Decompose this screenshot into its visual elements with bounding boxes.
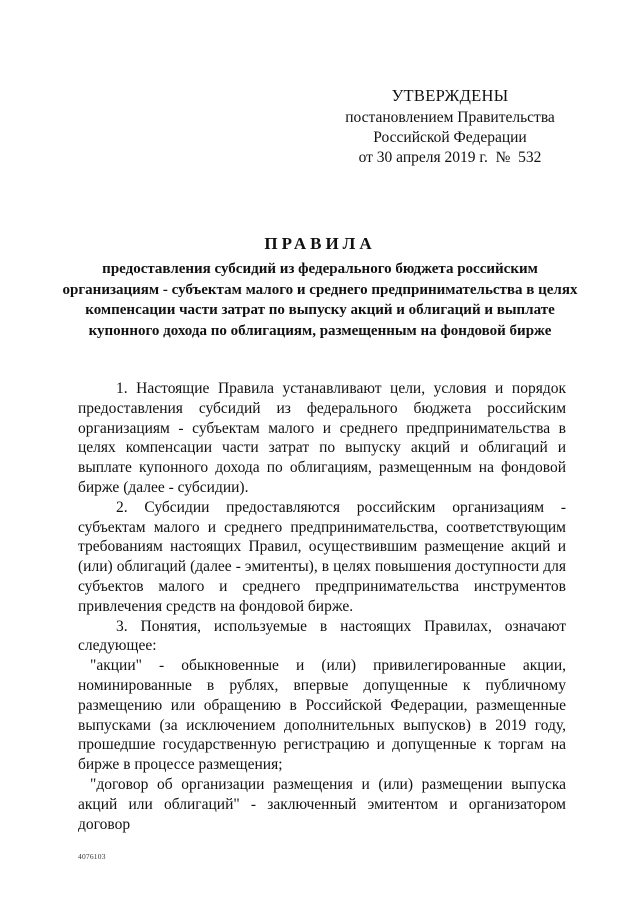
approval-heading: УТВЕРЖДЕНЫ [391, 86, 509, 105]
approval-block [330, 86, 570, 168]
approval-line-3: от 30 апреля 2019 г. № 532 [358, 149, 542, 166]
approval-line-2: Российской Федерации [373, 129, 527, 146]
document-title: ПРАВИЛА [264, 234, 376, 253]
footer-code: 4076103 [78, 852, 106, 861]
definition-placement-agreement: "договор об организации размещения и (или) размещении выпуска акций или облигаций" - заключенный эмитентом и организатором договор [78, 775, 566, 833]
document-body [78, 379, 566, 834]
paragraph-1: 1. Настоящие Правила устанавливают цели, условия и порядок предоставления субсидий из федерального бюджета российским организациям - субъектам малого и среднего предпринимательства в целях компенсации части затрат по выпуску акций и облигаций и выплате купонного дохода по облигациям, размещенным на фондовой бирже (далее - субсидии). [78, 380, 566, 496]
definition-shares: "акции" - обыкновенные и (или) привилегированные акции, номинированные в рублях, впервые допущенные к публичному размещению или обращению в Российской Федерации, размещенные выпусками (за исключением дополнительных выпусков) в 2019 году, прошедшие государственную регистрацию и допущенные к торгам на бирже в процессе размещения; [78, 657, 566, 774]
approval-line-1: постановлением Правительства [345, 109, 555, 126]
paragraph-3: 3. Понятия, используемые в настоящих Правилах, означают следующее: [78, 617, 566, 655]
paragraph-2: 2. Субсидии предоставляются российским организациям - субъектам малого и среднего предпринимательства, соответствующим требованиям настоящих Правил, осуществившим размещение акций и (или) облигаций (далее - эмитенты), в целях повышения доступности для субъектов малого и среднего предпринимательства инструментов привлечения средств на фондовой бирже. [78, 498, 566, 615]
document-subtitle: предоставления субсидий из федерального бюджета российским организациям - субъектам малого и среднего предпринимательства в целях компенсации части затрат по выпуску акций и облигаций и выплате купонного дохода по облигациям, размещенным на фондовой бирже [62, 261, 578, 339]
